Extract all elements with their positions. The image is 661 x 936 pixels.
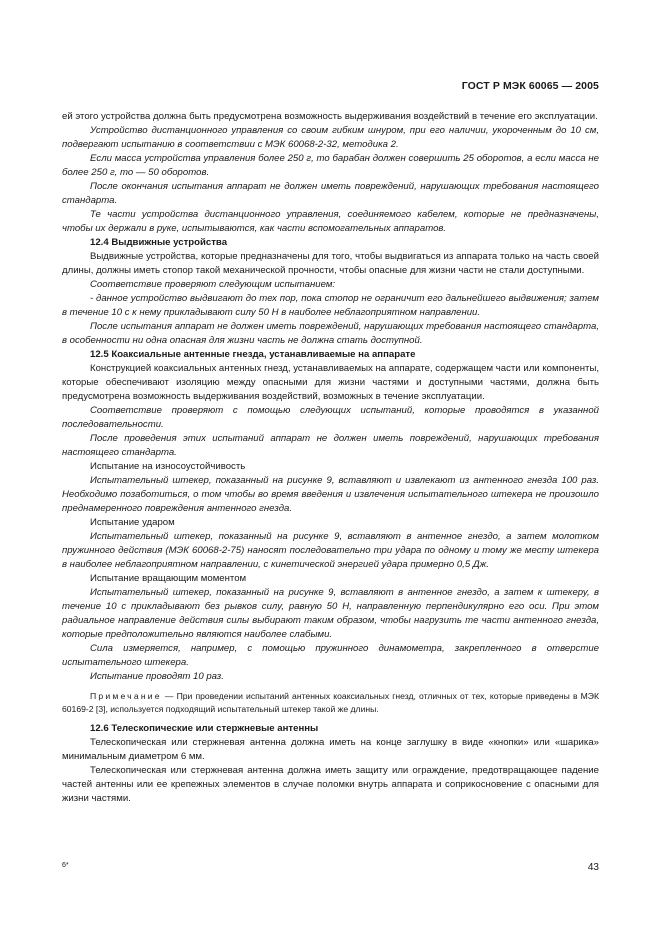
paragraph: Те части устройства дистанционного управления, соединяемого кабелем, которые не предназначены, чтобы их держали в руке, испытываются, как части вспомогательных аппаратов. (62, 209, 599, 234)
paragraph: После окончания испытания аппарат не должен иметь повреждений, нарушающих требования настоящего стандарта. (62, 181, 599, 206)
page-header-standard: ГОСТ Р МЭК 60065 — 2005 (461, 80, 599, 92)
paragraph: ей этого устройства должна быть предусмотрена возможность выдерживания воздействий в течение его эксплуатации. (62, 111, 598, 122)
paragraph: Телескопическая или стержневая антенна должна иметь защиту или ограждение, предотвращающее падение частей антенны или ее крепежных элементов в случае поломки внутрь аппарата и соприкосновение с опасными для жизни частями. (62, 765, 599, 804)
note (62, 690, 599, 716)
paragraph: Испытательный штекер, показанный на рисунке 9, вставляют в антенное гнездо, а затем к штекеру, в течение 10 с прикладывают без рывков силу, равную 50 Н, направленную перпендикулярно его оси. При этом радиальное направление действия силы выбирают таким образом, чтобы нагрузить те части антенного гнезда, которые предположительно являются наиболее слабыми. (62, 587, 599, 640)
section-heading: 12.4 Выдвижные устройства (90, 237, 228, 248)
paragraph: Конструкцией коаксиальных антенных гнезд, устанавливаемых на аппарате, содержащем части или компоненты, которые обеспечивают изоляцию между опасными для жизни частями и доступными частями, должна быть предусмотрена возможность выдерживания воздействий, возможных в течение эксплуатации. (62, 363, 599, 402)
paragraph: Соответствие проверяют следующим испытанием: (90, 279, 336, 290)
test-title: Испытание на износоустойчивость (90, 461, 246, 472)
test-title: Испытание вращающим моментом (90, 573, 247, 584)
paragraph: Если масса устройства управления более 250 г, то барабан должен совершить 25 оборотов, а если масса не более 250 г, то — 50 оборотов. (62, 153, 599, 178)
note-prefix: Примечание (90, 691, 162, 701)
note-text: — При проведении испытаний антенных коаксиальных гнезд, отличных от тех, которые приведены в МЭК 60169-2 [3], используется подходящий испытательный штекер такой же длины. (62, 691, 599, 714)
paragraph: Устройство дистанционного управления со своим гибким шнуром, при его наличии, укороченным до 10 см, подвергают испытанию в соответствии с МЭК 60068-2-32, методика 2. (62, 125, 599, 150)
page-number: 43 (587, 862, 599, 873)
paragraph: Испытательный штекер, показанный на рисунке 9, вставляют в антенное гнездо, а затем молотком пружинного действия (МЭК 60068-2-75) наносят последовательно три удара по одному и тому же месту штекера в наиболее неблагоприятном направлении, с кинетической энергией удара примерно 0,5 Дж. (62, 531, 599, 570)
paragraph: После проведения этих испытаний аппарат не должен иметь повреждений, нарушающих требования настоящего стандарта. (62, 433, 599, 458)
section-heading: 12.6 Телескопические или стержневые антенны (90, 723, 319, 734)
sheet-mark: 6* (62, 862, 69, 869)
section-heading: 12.5 Коаксиальные антенные гнезда, устанавливаемые на аппарате (90, 349, 416, 360)
paragraph: После испытания аппарат не должен иметь повреждений, нарушающих требования настоящего стандарта, в особенности ни одна опасная для жизни часть не должна стать доступной. (62, 321, 599, 346)
paragraph: Телескопическая или стержневая антенна должна иметь на конце заглушку в виде «кнопки» или «шарика» минимальным диаметром 6 мм. (62, 737, 599, 762)
test-title: Испытание ударом (90, 517, 175, 528)
document-body (62, 110, 599, 806)
paragraph: - данное устройство выдвигают до тех пор, пока стопор не ограничит его дальнейшего выдвижения; затем в течение 10 с к нему прикладывают силу 50 Н в наиболее неблагоприятном направлении. (62, 293, 599, 318)
paragraph: Сила измеряется, например, с помощью пружинного динамометра, закрепленного в отверстие испытательного штекера. (62, 643, 599, 668)
paragraph: Соответствие проверяют с помощью следующих испытаний, которые проводятся в указанной последовательности. (62, 405, 599, 430)
paragraph: Испытательный штекер, показанный на рисунке 9, вставляют и извлекают из антенного гнезда 100 раз. Необходимо позаботиться, о том чтобы во время введения и извлечения испытательного штекера не произошло преднамеренного повреждения антенного гнезда. (62, 475, 599, 514)
paragraph: Испытание проводят 10 раз. (90, 671, 224, 682)
paragraph: Выдвижные устройства, которые предназначены для того, чтобы выдвигаться из аппарата только на часть своей длины, должны иметь стопор такой механической прочности, чтобы опасные для жизни части не стали доступными. (62, 251, 599, 276)
